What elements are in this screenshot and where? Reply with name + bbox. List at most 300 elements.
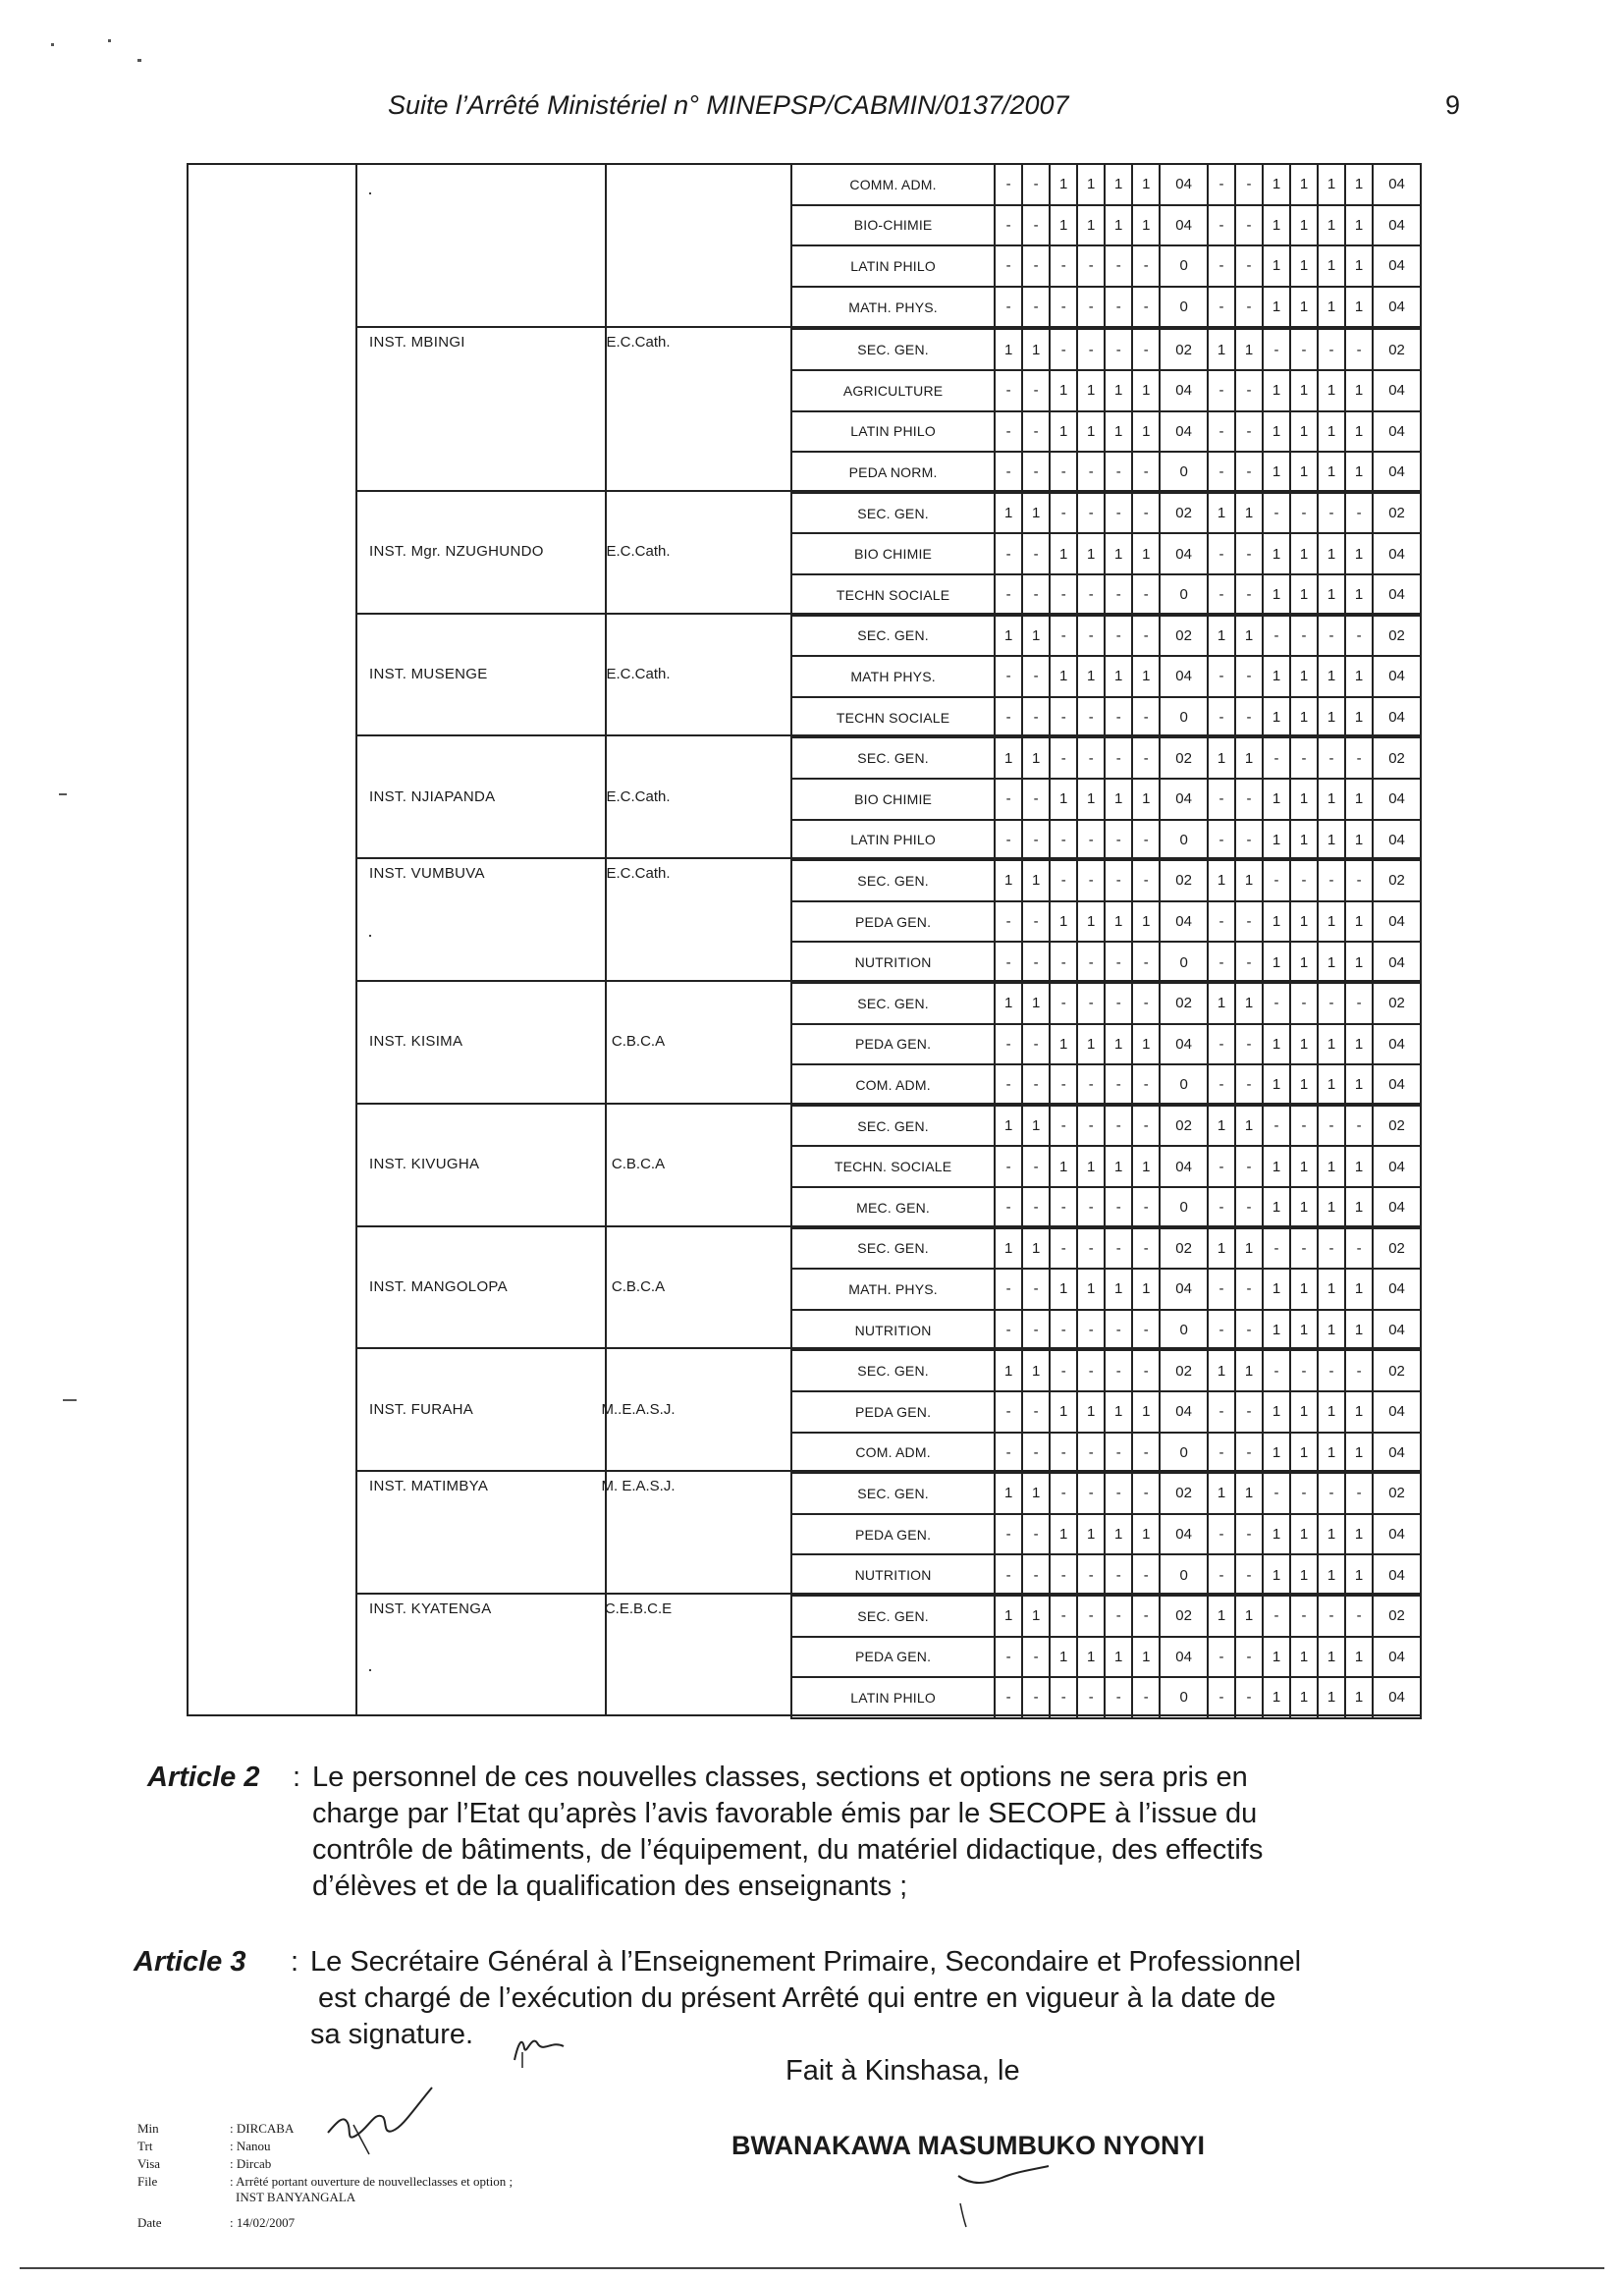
school-block bbox=[355, 980, 1422, 1103]
class-count-cell: 1 bbox=[1077, 411, 1105, 453]
class-count-cell: 1 bbox=[1235, 1350, 1263, 1391]
class-count-cell: 1 bbox=[1132, 901, 1160, 943]
class-count-cell: - bbox=[1105, 1106, 1132, 1147]
class-count-cell: - bbox=[1132, 1106, 1160, 1147]
total-cell: 04 bbox=[1373, 370, 1421, 411]
school-type: C.B.C.A bbox=[611, 1156, 666, 1173]
total-cell: 02 bbox=[1160, 737, 1208, 779]
class-count-cell: 1 bbox=[995, 1228, 1022, 1270]
total-cell: 0 bbox=[1160, 245, 1208, 287]
total-cell: 04 bbox=[1160, 370, 1208, 411]
class-count-cell: - bbox=[1235, 1187, 1263, 1228]
class-count-cell: - bbox=[1208, 820, 1235, 861]
class-count-cell: 1 bbox=[1345, 901, 1373, 943]
class-count-cell: - bbox=[1263, 737, 1290, 779]
class-count-cell: - bbox=[995, 1637, 1022, 1678]
table-row bbox=[791, 1064, 1421, 1106]
class-count-cell: - bbox=[1132, 1554, 1160, 1596]
class-count-cell: 1 bbox=[1345, 205, 1373, 246]
class-count-cell: 1 bbox=[1345, 1677, 1373, 1718]
class-count-cell: - bbox=[1050, 1473, 1077, 1514]
class-count-cell: 1 bbox=[1345, 1024, 1373, 1065]
total-cell: 02 bbox=[1373, 860, 1421, 901]
class-count-cell: - bbox=[1022, 370, 1050, 411]
routing-slip-key: Trt bbox=[137, 2139, 153, 2153]
school-type: E.C.Cath. bbox=[606, 334, 671, 352]
class-count-cell: - bbox=[1318, 1473, 1345, 1514]
option-name-cell: SEC. GEN. bbox=[791, 1473, 995, 1514]
class-count-cell: 1 bbox=[1208, 329, 1235, 370]
initials-scribble-icon bbox=[509, 2023, 577, 2072]
class-count-cell: - bbox=[1105, 287, 1132, 328]
class-count-cell: 1 bbox=[1318, 1514, 1345, 1555]
class-count-cell: - bbox=[1105, 1187, 1132, 1228]
class-count-cell: - bbox=[1050, 1106, 1077, 1147]
class-count-cell: - bbox=[1235, 164, 1263, 205]
class-count-cell: 1 bbox=[1290, 370, 1318, 411]
total-cell: 02 bbox=[1373, 616, 1421, 657]
class-count-cell: - bbox=[1235, 1310, 1263, 1351]
class-count-cell: - bbox=[1208, 1024, 1235, 1065]
class-count-cell: - bbox=[1345, 737, 1373, 779]
school-type: E.C.Cath. bbox=[606, 665, 671, 682]
class-count-cell: 1 bbox=[1105, 164, 1132, 205]
table-row bbox=[791, 1146, 1421, 1187]
class-count-cell: - bbox=[1345, 1596, 1373, 1637]
total-cell: 0 bbox=[1160, 820, 1208, 861]
total-cell: 04 bbox=[1373, 1146, 1421, 1187]
class-count-cell: - bbox=[1208, 205, 1235, 246]
class-count-cell: 1 bbox=[1318, 287, 1345, 328]
class-count-cell: - bbox=[1235, 1024, 1263, 1065]
margin-mark: · bbox=[367, 924, 373, 945]
class-count-cell: - bbox=[1235, 1064, 1263, 1106]
class-count-cell: - bbox=[1050, 1677, 1077, 1718]
class-count-cell: 1 bbox=[1290, 245, 1318, 287]
place-date-line: Fait à Kinshasa, le bbox=[785, 2055, 1020, 2087]
option-name-cell: BIO CHIMIE bbox=[791, 533, 995, 574]
class-count-cell: 1 bbox=[1263, 1024, 1290, 1065]
option-name-cell: SEC. GEN. bbox=[791, 1350, 995, 1391]
class-count-cell: 1 bbox=[1132, 1391, 1160, 1433]
total-cell: 04 bbox=[1160, 411, 1208, 453]
class-count-cell: - bbox=[1105, 737, 1132, 779]
option-name-cell: SEC. GEN. bbox=[791, 493, 995, 534]
class-count-cell: 1 bbox=[1263, 533, 1290, 574]
class-count-cell: - bbox=[1105, 616, 1132, 657]
class-count-cell: - bbox=[1263, 1473, 1290, 1514]
class-count-cell: - bbox=[1022, 452, 1050, 493]
class-count-cell: - bbox=[995, 574, 1022, 616]
class-count-cell: 1 bbox=[1022, 1228, 1050, 1270]
school-block bbox=[355, 857, 1422, 980]
class-count-cell: 1 bbox=[1290, 1146, 1318, 1187]
total-cell: 04 bbox=[1160, 1024, 1208, 1065]
class-count-cell: 1 bbox=[1345, 574, 1373, 616]
total-cell: 04 bbox=[1160, 164, 1208, 205]
option-name-cell: SEC. GEN. bbox=[791, 737, 995, 779]
class-count-cell: - bbox=[1208, 1310, 1235, 1351]
class-count-cell: 1 bbox=[1105, 370, 1132, 411]
table-row bbox=[791, 737, 1421, 779]
class-count-cell: 1 bbox=[1263, 1433, 1290, 1474]
class-count-cell: - bbox=[1290, 860, 1318, 901]
class-count-cell: - bbox=[1077, 452, 1105, 493]
table-row bbox=[791, 901, 1421, 943]
class-count-cell: - bbox=[1208, 1637, 1235, 1678]
total-cell: 04 bbox=[1373, 1514, 1421, 1555]
class-count-cell: 1 bbox=[1050, 164, 1077, 205]
class-count-cell: 1 bbox=[1208, 616, 1235, 657]
class-count-cell: - bbox=[1105, 942, 1132, 983]
total-cell: 04 bbox=[1373, 942, 1421, 983]
class-count-cell: - bbox=[1050, 1187, 1077, 1228]
class-count-cell: 1 bbox=[1290, 1269, 1318, 1310]
class-count-cell: - bbox=[1077, 1228, 1105, 1270]
class-count-cell: - bbox=[1208, 1433, 1235, 1474]
routing-slip-key: Date bbox=[137, 2215, 162, 2230]
routing-slip-value: : Arrêté portant ouverture de nouvelleclasses et option ; bbox=[230, 2174, 514, 2189]
class-count-cell: - bbox=[1132, 1228, 1160, 1270]
table-row bbox=[791, 1187, 1421, 1228]
class-count-cell: 1 bbox=[1077, 205, 1105, 246]
class-count-cell: - bbox=[1235, 901, 1263, 943]
class-count-cell: 1 bbox=[1050, 370, 1077, 411]
option-name-cell: COM. ADM. bbox=[791, 1064, 995, 1106]
class-count-cell: 1 bbox=[1318, 1064, 1345, 1106]
class-count-cell: - bbox=[1077, 245, 1105, 287]
class-count-cell: 1 bbox=[995, 1473, 1022, 1514]
class-count-cell: - bbox=[1077, 329, 1105, 370]
class-count-cell: - bbox=[1050, 452, 1077, 493]
class-count-cell: - bbox=[1345, 860, 1373, 901]
class-count-cell: 1 bbox=[1345, 370, 1373, 411]
total-cell: 04 bbox=[1373, 1433, 1421, 1474]
class-count-cell: - bbox=[1077, 1187, 1105, 1228]
class-count-cell: - bbox=[1208, 164, 1235, 205]
table-row bbox=[791, 1433, 1421, 1474]
class-count-cell: - bbox=[1208, 1514, 1235, 1555]
minister-name: BWANAKAWA MASUMBUKO NYONYI bbox=[731, 2131, 1205, 2160]
table-row bbox=[791, 1637, 1421, 1678]
class-count-cell: - bbox=[1345, 493, 1373, 534]
total-cell: 02 bbox=[1160, 1228, 1208, 1270]
total-cell: 02 bbox=[1160, 860, 1208, 901]
class-count-cell: - bbox=[1263, 983, 1290, 1024]
total-cell: 02 bbox=[1373, 1228, 1421, 1270]
class-count-cell: 1 bbox=[1290, 1433, 1318, 1474]
class-count-cell: - bbox=[1077, 493, 1105, 534]
class-count-cell: - bbox=[1208, 697, 1235, 738]
class-count-cell: - bbox=[1022, 1064, 1050, 1106]
class-count-cell: - bbox=[1263, 1106, 1290, 1147]
class-count-cell: 1 bbox=[1263, 574, 1290, 616]
class-count-cell: - bbox=[1208, 1269, 1235, 1310]
class-count-cell: - bbox=[1235, 1637, 1263, 1678]
class-count-cell: 1 bbox=[1022, 1596, 1050, 1637]
class-count-cell: 1 bbox=[1290, 697, 1318, 738]
class-count-cell: - bbox=[1235, 411, 1263, 453]
option-name-cell: LATIN PHILO bbox=[791, 411, 995, 453]
class-count-cell: - bbox=[1235, 1391, 1263, 1433]
class-count-cell: - bbox=[1208, 370, 1235, 411]
option-grid bbox=[790, 1105, 1422, 1229]
class-count-cell: 1 bbox=[1077, 779, 1105, 820]
total-cell: 02 bbox=[1160, 983, 1208, 1024]
class-count-cell: - bbox=[1132, 1350, 1160, 1391]
class-count-cell: 1 bbox=[1345, 452, 1373, 493]
class-count-cell: 1 bbox=[1132, 779, 1160, 820]
class-count-cell: - bbox=[1050, 245, 1077, 287]
total-cell: 04 bbox=[1160, 1391, 1208, 1433]
total-cell: 0 bbox=[1160, 1433, 1208, 1474]
class-count-cell: - bbox=[995, 411, 1022, 453]
class-count-cell: - bbox=[1208, 779, 1235, 820]
total-cell: 04 bbox=[1373, 901, 1421, 943]
option-name-cell: SEC. GEN. bbox=[791, 1228, 995, 1270]
class-count-cell: 1 bbox=[1263, 1391, 1290, 1433]
option-name-cell: PEDA GEN. bbox=[791, 1024, 995, 1065]
class-count-cell: 1 bbox=[1345, 1433, 1373, 1474]
class-count-cell: 1 bbox=[1318, 697, 1345, 738]
class-count-cell: - bbox=[1050, 493, 1077, 534]
total-cell: 02 bbox=[1160, 329, 1208, 370]
table-row bbox=[791, 533, 1421, 574]
class-count-cell: - bbox=[1208, 1677, 1235, 1718]
table-row bbox=[791, 493, 1421, 534]
total-cell: 02 bbox=[1373, 737, 1421, 779]
class-count-cell: 1 bbox=[1345, 820, 1373, 861]
class-count-cell: 1 bbox=[1318, 901, 1345, 943]
class-count-cell: - bbox=[1132, 245, 1160, 287]
total-cell: 0 bbox=[1160, 287, 1208, 328]
routing-slip-key: File bbox=[137, 2174, 158, 2189]
class-count-cell: 1 bbox=[1105, 1269, 1132, 1310]
class-count-cell: - bbox=[1077, 737, 1105, 779]
class-count-cell: - bbox=[1345, 1350, 1373, 1391]
class-count-cell: 1 bbox=[1345, 287, 1373, 328]
class-count-cell: - bbox=[1077, 1596, 1105, 1637]
class-count-cell: 1 bbox=[1235, 493, 1263, 534]
table-row bbox=[791, 616, 1421, 657]
class-count-cell: - bbox=[1290, 1228, 1318, 1270]
total-cell: 04 bbox=[1373, 656, 1421, 697]
class-count-cell: - bbox=[1132, 942, 1160, 983]
class-count-cell: 1 bbox=[1318, 1187, 1345, 1228]
total-cell: 04 bbox=[1373, 533, 1421, 574]
class-count-cell: - bbox=[995, 1554, 1022, 1596]
class-count-cell: - bbox=[1318, 1350, 1345, 1391]
class-count-cell: 1 bbox=[1290, 779, 1318, 820]
class-count-cell: - bbox=[1290, 616, 1318, 657]
class-count-cell: - bbox=[1235, 533, 1263, 574]
class-count-cell: 1 bbox=[1318, 1433, 1345, 1474]
class-count-cell: - bbox=[1318, 616, 1345, 657]
class-count-cell: - bbox=[1022, 1433, 1050, 1474]
class-count-cell: 1 bbox=[1235, 860, 1263, 901]
class-count-cell: 1 bbox=[1290, 1064, 1318, 1106]
class-count-cell: - bbox=[1290, 737, 1318, 779]
class-count-cell: - bbox=[1235, 370, 1263, 411]
class-count-cell: 1 bbox=[1105, 779, 1132, 820]
class-count-cell: - bbox=[1022, 1391, 1050, 1433]
class-count-cell: 1 bbox=[1208, 1350, 1235, 1391]
total-cell: 04 bbox=[1373, 1064, 1421, 1106]
scan-speck bbox=[63, 1399, 77, 1401]
class-count-cell: - bbox=[1235, 1514, 1263, 1555]
class-count-cell: - bbox=[995, 1433, 1022, 1474]
class-count-cell: - bbox=[1050, 1554, 1077, 1596]
class-count-cell: 1 bbox=[995, 493, 1022, 534]
class-count-cell: 1 bbox=[1345, 1187, 1373, 1228]
class-count-cell: - bbox=[1105, 983, 1132, 1024]
class-count-cell: - bbox=[1235, 942, 1263, 983]
class-count-cell: - bbox=[1050, 1596, 1077, 1637]
school-block bbox=[355, 490, 1422, 613]
class-count-cell: 1 bbox=[1290, 820, 1318, 861]
class-count-cell: - bbox=[1263, 329, 1290, 370]
class-count-cell: 1 bbox=[1290, 452, 1318, 493]
class-count-cell: - bbox=[995, 820, 1022, 861]
class-count-cell: - bbox=[995, 164, 1022, 205]
class-count-cell: 1 bbox=[1318, 452, 1345, 493]
table-row bbox=[791, 370, 1421, 411]
option-name-cell: MATH. PHYS. bbox=[791, 287, 995, 328]
class-count-cell: - bbox=[1022, 901, 1050, 943]
option-grid bbox=[790, 859, 1422, 984]
scan-speck bbox=[108, 39, 111, 42]
class-count-cell: 1 bbox=[1318, 1269, 1345, 1310]
class-count-cell: 1 bbox=[1077, 901, 1105, 943]
class-count-cell: 1 bbox=[1050, 1514, 1077, 1555]
class-count-cell: 1 bbox=[1132, 656, 1160, 697]
option-grid bbox=[790, 1595, 1422, 1719]
option-grid bbox=[790, 736, 1422, 861]
class-count-cell: 1 bbox=[1345, 533, 1373, 574]
class-count-cell: 1 bbox=[1050, 779, 1077, 820]
article-3-body bbox=[310, 1944, 1597, 2053]
class-count-cell: - bbox=[1050, 1433, 1077, 1474]
class-count-cell: - bbox=[995, 533, 1022, 574]
class-count-cell: 1 bbox=[1263, 205, 1290, 246]
class-count-cell: 1 bbox=[1105, 533, 1132, 574]
class-count-cell: - bbox=[995, 452, 1022, 493]
school-block bbox=[355, 163, 1422, 326]
total-cell: 04 bbox=[1373, 1024, 1421, 1065]
class-count-cell: 1 bbox=[1132, 1269, 1160, 1310]
class-count-cell: 1 bbox=[1290, 1637, 1318, 1678]
routing-slip-value: INST BANYANGALA bbox=[236, 2190, 356, 2204]
table-row bbox=[791, 1228, 1421, 1270]
class-count-cell: 1 bbox=[1132, 533, 1160, 574]
class-count-cell: - bbox=[995, 656, 1022, 697]
class-count-cell: 1 bbox=[1345, 1637, 1373, 1678]
class-count-cell: 1 bbox=[1077, 533, 1105, 574]
class-count-cell: 1 bbox=[1050, 205, 1077, 246]
class-count-cell: - bbox=[1132, 574, 1160, 616]
class-count-cell: - bbox=[1050, 697, 1077, 738]
class-count-cell: - bbox=[1235, 820, 1263, 861]
table-row bbox=[791, 1554, 1421, 1596]
option-name-cell: SEC. GEN. bbox=[791, 1106, 995, 1147]
class-count-cell: - bbox=[1208, 1187, 1235, 1228]
option-grid bbox=[790, 1349, 1422, 1474]
class-count-cell: - bbox=[1050, 1064, 1077, 1106]
class-count-cell: 1 bbox=[1132, 1024, 1160, 1065]
class-count-cell: - bbox=[1050, 1310, 1077, 1351]
class-count-cell: 1 bbox=[1132, 411, 1160, 453]
option-grid bbox=[790, 1472, 1422, 1597]
class-count-cell: - bbox=[1105, 820, 1132, 861]
class-count-cell: - bbox=[995, 245, 1022, 287]
class-count-cell: 1 bbox=[1290, 901, 1318, 943]
class-count-cell: - bbox=[1235, 656, 1263, 697]
class-count-cell: 1 bbox=[1077, 656, 1105, 697]
class-count-cell: - bbox=[1077, 1554, 1105, 1596]
table-row bbox=[791, 245, 1421, 287]
class-count-cell: - bbox=[1022, 942, 1050, 983]
school-block bbox=[355, 1470, 1422, 1593]
class-count-cell: - bbox=[1105, 1596, 1132, 1637]
school-name: INST. MATIMBYA bbox=[369, 1478, 489, 1495]
class-count-cell: - bbox=[1050, 329, 1077, 370]
class-count-cell: - bbox=[1077, 1310, 1105, 1351]
class-count-cell: - bbox=[1263, 1596, 1290, 1637]
class-count-cell: 1 bbox=[1345, 1514, 1373, 1555]
class-count-cell: - bbox=[1235, 1269, 1263, 1310]
class-count-cell: 1 bbox=[1263, 245, 1290, 287]
class-count-cell: - bbox=[1132, 1187, 1160, 1228]
class-count-cell: 1 bbox=[1290, 287, 1318, 328]
class-count-cell: 1 bbox=[1345, 1310, 1373, 1351]
class-count-cell: 1 bbox=[1263, 697, 1290, 738]
class-count-cell: - bbox=[995, 1064, 1022, 1106]
routing-slip-value: : 14/02/2007 bbox=[230, 2215, 296, 2230]
class-count-cell: 1 bbox=[1318, 1677, 1345, 1718]
article-3-label: Article 3 bbox=[134, 1946, 246, 1978]
class-count-cell: - bbox=[1208, 1146, 1235, 1187]
class-count-cell: - bbox=[1345, 1106, 1373, 1147]
class-count-cell: - bbox=[1290, 493, 1318, 534]
class-count-cell: 1 bbox=[1022, 737, 1050, 779]
schools-options-table bbox=[187, 163, 1422, 1716]
class-count-cell: - bbox=[1022, 779, 1050, 820]
total-cell: 04 bbox=[1160, 1146, 1208, 1187]
class-count-cell: 1 bbox=[1022, 860, 1050, 901]
class-count-cell: 1 bbox=[1132, 164, 1160, 205]
class-count-cell: 1 bbox=[1263, 1269, 1290, 1310]
class-count-cell: - bbox=[1022, 1677, 1050, 1718]
class-count-cell: - bbox=[995, 697, 1022, 738]
total-cell: 02 bbox=[1373, 329, 1421, 370]
table-row bbox=[791, 411, 1421, 453]
class-count-cell: - bbox=[995, 1146, 1022, 1187]
class-count-cell: - bbox=[1345, 983, 1373, 1024]
class-count-cell: - bbox=[1132, 287, 1160, 328]
class-count-cell: 1 bbox=[1132, 1637, 1160, 1678]
class-count-cell: 1 bbox=[1345, 942, 1373, 983]
class-count-cell: - bbox=[1105, 1433, 1132, 1474]
total-cell: 0 bbox=[1160, 697, 1208, 738]
class-count-cell: - bbox=[1208, 942, 1235, 983]
school-block bbox=[355, 1103, 1422, 1225]
total-cell: 04 bbox=[1160, 901, 1208, 943]
class-count-cell: 1 bbox=[1345, 1146, 1373, 1187]
class-count-cell: 1 bbox=[1318, 820, 1345, 861]
total-cell: 04 bbox=[1373, 820, 1421, 861]
class-count-cell: - bbox=[1132, 329, 1160, 370]
class-count-cell: 1 bbox=[1318, 656, 1345, 697]
